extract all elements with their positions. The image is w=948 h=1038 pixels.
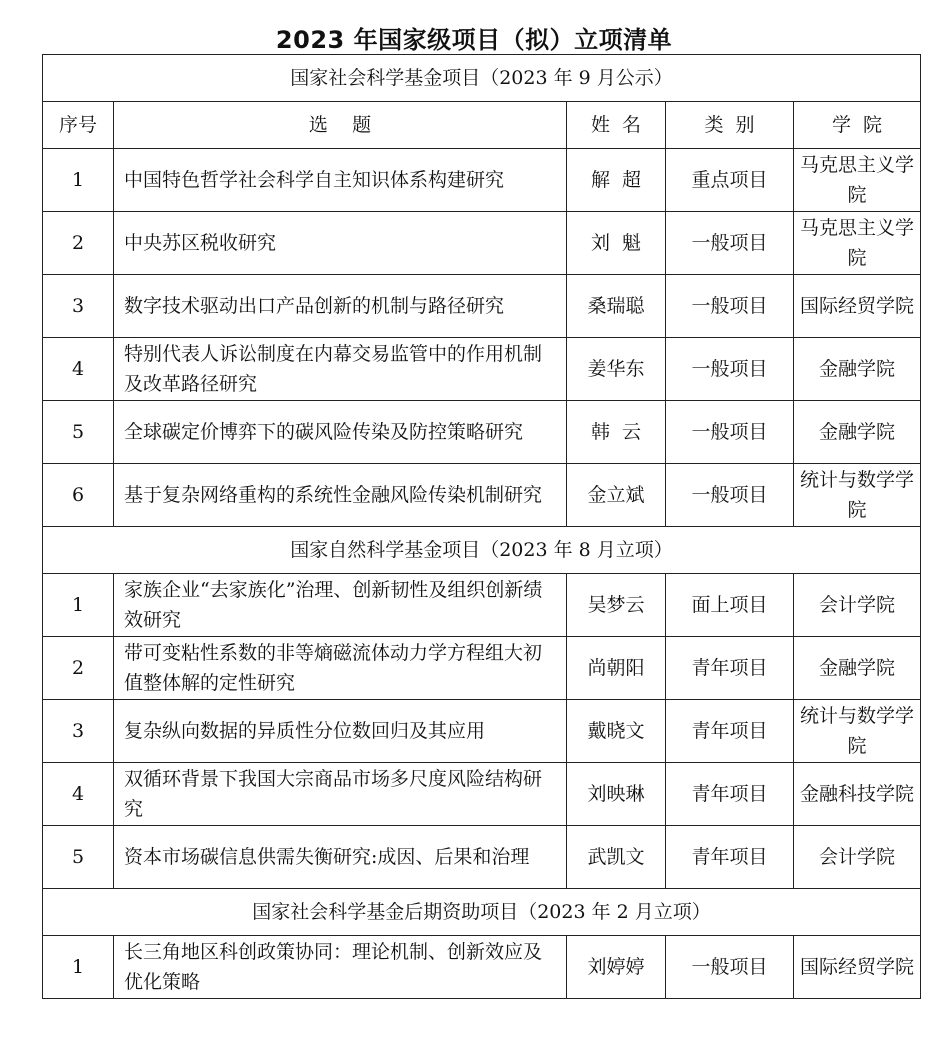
row-topic: 全球碳定价博弈下的碳风险传染及防控策略研究 — [114, 401, 567, 464]
header-category: 类 别 — [666, 102, 794, 149]
row-school: 国际经贸学院 — [794, 275, 921, 338]
header-school: 学 院 — [794, 102, 921, 149]
project-table — [42, 54, 921, 999]
row-topic: 资本市场碳信息供需失衡研究:成因、后果和治理 — [114, 826, 567, 889]
row-category: 青年项目 — [666, 637, 794, 700]
row-index: 1 — [43, 574, 114, 637]
row-topic: 中国特色哲学社会科学自主知识体系构建研究 — [114, 149, 567, 212]
table-row — [43, 212, 921, 275]
row-index: 1 — [43, 936, 114, 999]
row-category: 青年项目 — [666, 826, 794, 889]
row-index: 4 — [43, 338, 114, 401]
table-row — [43, 275, 921, 338]
section-heading-row — [43, 889, 921, 936]
row-topic: 长三角地区科创政策协同：理论机制、创新效应及优化策略 — [114, 936, 567, 999]
row-category: 一般项目 — [666, 936, 794, 999]
row-index: 2 — [43, 212, 114, 275]
row-school: 统计与数学学院 — [794, 700, 921, 763]
table-row — [43, 763, 921, 826]
row-name: 刘 魁 — [567, 212, 666, 275]
section-heading-row — [43, 55, 921, 102]
row-school: 会计学院 — [794, 574, 921, 637]
row-index: 1 — [43, 149, 114, 212]
row-category: 青年项目 — [666, 700, 794, 763]
row-topic: 双循环背景下我国大宗商品市场多尺度风险结构研究 — [114, 763, 567, 826]
column-header-row — [43, 102, 921, 149]
row-school: 马克思主义学院 — [794, 149, 921, 212]
row-school: 金融学院 — [794, 401, 921, 464]
project-table-body — [43, 55, 921, 999]
row-topic: 特别代表人诉讼制度在内幕交易监管中的作用机制及改革路径研究 — [114, 338, 567, 401]
section-heading-row — [43, 527, 921, 574]
row-index: 3 — [43, 700, 114, 763]
row-category: 一般项目 — [666, 401, 794, 464]
table-row — [43, 338, 921, 401]
row-topic: 中央苏区税收研究 — [114, 212, 567, 275]
row-name: 金立斌 — [567, 464, 666, 527]
row-name: 武凯文 — [567, 826, 666, 889]
row-index: 3 — [43, 275, 114, 338]
row-category: 一般项目 — [666, 338, 794, 401]
row-topic: 数字技术驱动出口产品创新的机制与路径研究 — [114, 275, 567, 338]
row-name: 刘婷婷 — [567, 936, 666, 999]
row-category: 重点项目 — [666, 149, 794, 212]
section-heading: 国家自然科学基金项目（2023 年 8 月立项） — [43, 527, 921, 574]
header-topic: 选 题 — [114, 102, 567, 149]
row-topic: 带可变粘性系数的非等熵磁流体动力学方程组大初值整体解的定性研究 — [114, 637, 567, 700]
table-row — [43, 826, 921, 889]
row-name: 戴晓文 — [567, 700, 666, 763]
document-title: 2023 年国家级项目（拟）立项清单 — [275, 26, 673, 54]
row-name: 吴梦云 — [567, 574, 666, 637]
section-heading: 国家社会科学基金项目（2023 年 9 月公示） — [43, 55, 921, 102]
row-name: 韩 云 — [567, 401, 666, 464]
section-heading: 国家社会科学基金后期资助项目（2023 年 2 月立项） — [43, 889, 921, 936]
row-school: 马克思主义学院 — [794, 212, 921, 275]
row-index: 6 — [43, 464, 114, 527]
row-school: 会计学院 — [794, 826, 921, 889]
row-name: 姜华东 — [567, 338, 666, 401]
row-category: 一般项目 — [666, 275, 794, 338]
row-school: 金融科技学院 — [794, 763, 921, 826]
row-index: 5 — [43, 401, 114, 464]
header-index: 序号 — [43, 102, 114, 149]
row-school: 统计与数学学院 — [794, 464, 921, 527]
header-name: 姓 名 — [567, 102, 666, 149]
table-row — [43, 700, 921, 763]
row-topic: 家族企业“去家族化”治理、创新韧性及组织创新绩效研究 — [114, 574, 567, 637]
row-name: 桑瑞聪 — [567, 275, 666, 338]
row-category: 青年项目 — [666, 763, 794, 826]
table-row — [43, 401, 921, 464]
row-school: 金融学院 — [794, 338, 921, 401]
table-row — [43, 464, 921, 527]
row-name: 刘映琳 — [567, 763, 666, 826]
row-school: 金融学院 — [794, 637, 921, 700]
table-row — [43, 637, 921, 700]
row-topic: 基于复杂网络重构的系统性金融风险传染机制研究 — [114, 464, 567, 527]
row-name: 解 超 — [567, 149, 666, 212]
row-topic: 复杂纵向数据的异质性分位数回归及其应用 — [114, 700, 567, 763]
table-row — [43, 574, 921, 637]
row-index: 5 — [43, 826, 114, 889]
row-school: 国际经贸学院 — [794, 936, 921, 999]
table-row — [43, 936, 921, 999]
row-name: 尚朝阳 — [567, 637, 666, 700]
table-row — [43, 149, 921, 212]
row-category: 面上项目 — [666, 574, 794, 637]
row-index: 2 — [43, 637, 114, 700]
row-category: 一般项目 — [666, 212, 794, 275]
row-index: 4 — [43, 763, 114, 826]
row-category: 一般项目 — [666, 464, 794, 527]
